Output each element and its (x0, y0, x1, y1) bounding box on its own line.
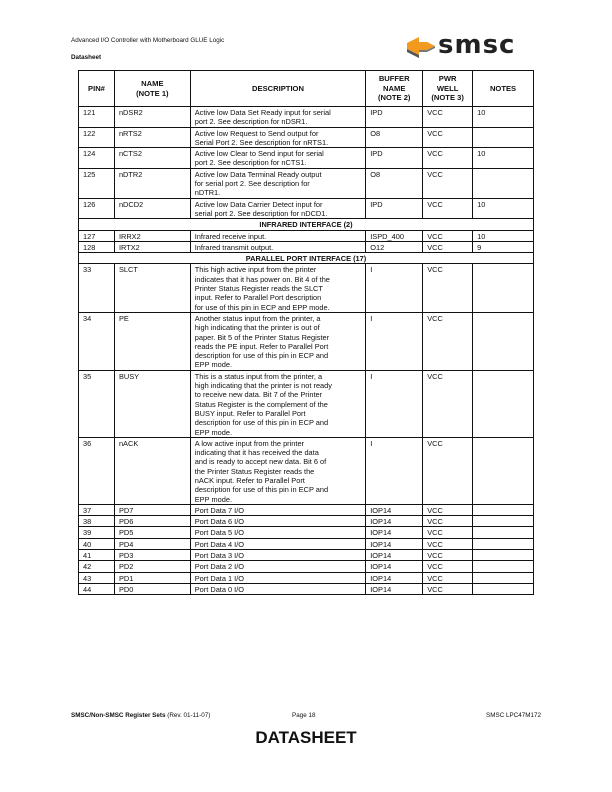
name-cell: SLCT (114, 264, 190, 312)
power-well-cell: VCC (423, 312, 473, 370)
description-cell: Active low Data Terminal Ready output for serial port 2. See description for nDTR1. (190, 168, 366, 198)
logo-text: smsc (438, 30, 516, 60)
buffer-cell: IOP14 (366, 561, 423, 572)
power-well-cell: VCC (423, 583, 473, 594)
notes-cell (473, 370, 534, 437)
table-row (79, 264, 534, 312)
notes-cell: 10 (473, 107, 534, 128)
pin-cell: 121 (79, 107, 115, 128)
name-cell: nCTS2 (114, 148, 190, 169)
notes-cell (473, 561, 534, 572)
description-cell: Infrared receive input. (190, 230, 366, 241)
table-row (79, 198, 534, 219)
col-header: NOTES (473, 71, 534, 107)
buffer-cell: O12 (366, 241, 423, 252)
table-row (79, 437, 534, 504)
power-well-cell: VCC (423, 107, 473, 128)
col-header: PWR WELL (NOTE 3) (423, 71, 473, 107)
notes-cell (473, 538, 534, 549)
power-well-cell: VCC (423, 241, 473, 252)
power-well-cell: VCC (423, 168, 473, 198)
name-cell: BUSY (114, 370, 190, 437)
table-row (79, 148, 534, 169)
pin-cell: 38 (79, 516, 115, 527)
notes-cell: 10 (473, 230, 534, 241)
power-well-cell: VCC (423, 437, 473, 504)
buffer-cell: IPD (366, 107, 423, 128)
name-cell: PD1 (114, 572, 190, 583)
datasheet-banner: DATASHEET (255, 728, 357, 747)
notes-cell: 10 (473, 148, 534, 169)
name-cell: PD2 (114, 561, 190, 572)
buffer-cell: IOP14 (366, 516, 423, 527)
description-cell: This high active input from the printer indicates that it has power on. Bit 4 of the Printer Status Register reads the SLCT input. Refer to Parallel Port description for use of this pin in ECP and EPP mode. (190, 264, 366, 312)
section-title: PARALLEL PORT INTERFACE (17) (79, 253, 534, 264)
buffer-cell: IOP14 (366, 583, 423, 594)
notes-cell (473, 583, 534, 594)
smsc-logo-icon (405, 33, 437, 59)
buffer-cell: IPD (366, 148, 423, 169)
description-cell: Port Data 7 I/O (190, 504, 366, 515)
table-header-row (79, 71, 534, 107)
power-well-cell: VCC (423, 527, 473, 538)
name-cell: PD7 (114, 504, 190, 515)
power-well-cell: VCC (423, 572, 473, 583)
col-header: DESCRIPTION (190, 71, 366, 107)
footer-revision: (Rev. 01-11-07) (167, 712, 211, 719)
name-cell: PD6 (114, 516, 190, 527)
pin-cell: 37 (79, 504, 115, 515)
pin-cell: 34 (79, 312, 115, 370)
notes-cell (473, 312, 534, 370)
pin-cell: 41 (79, 550, 115, 561)
col-header: BUFFER NAME (NOTE 2) (366, 71, 423, 107)
table-row (79, 561, 534, 572)
name-cell: PD3 (114, 550, 190, 561)
power-well-cell: VCC (423, 148, 473, 169)
page-number: Page 18 (292, 712, 316, 719)
table-row (79, 516, 534, 527)
description-cell: A low active input from the printer indicating that it has received the data and is ready to accept new data. Bit 6 of the Printer Status Register reads the nACK input. Refer to Parallel Port description for use of this pin in ECP and EPP mode. (190, 437, 366, 504)
power-well-cell: VCC (423, 198, 473, 219)
pin-cell: 33 (79, 264, 115, 312)
footer-left (71, 712, 210, 719)
pin-cell: 40 (79, 538, 115, 549)
buffer-cell: IPD (366, 198, 423, 219)
notes-cell (473, 504, 534, 515)
pin-cell: 126 (79, 198, 115, 219)
notes-cell (473, 127, 534, 148)
name-cell: IRTX2 (114, 241, 190, 252)
power-well-cell: VCC (423, 538, 473, 549)
power-well-cell: VCC (423, 561, 473, 572)
power-well-cell: VCC (423, 504, 473, 515)
description-cell: Port Data 5 I/O (190, 527, 366, 538)
name-cell: IRRX2 (114, 230, 190, 241)
notes-cell (473, 168, 534, 198)
table-row (79, 241, 534, 252)
power-well-cell: VCC (423, 264, 473, 312)
description-cell: Port Data 6 I/O (190, 516, 366, 527)
pin-cell: 128 (79, 241, 115, 252)
buffer-cell: IOP14 (366, 504, 423, 515)
pin-cell: 35 (79, 370, 115, 437)
buffer-cell: I (366, 264, 423, 312)
name-cell: nDSR2 (114, 107, 190, 128)
notes-cell (473, 572, 534, 583)
table-row (79, 538, 534, 549)
power-well-cell: VCC (423, 516, 473, 527)
buffer-cell: IOP14 (366, 572, 423, 583)
table-row (79, 550, 534, 561)
pin-cell: 127 (79, 230, 115, 241)
buffer-cell: I (366, 437, 423, 504)
description-cell: Port Data 4 I/O (190, 538, 366, 549)
notes-cell (473, 527, 534, 538)
buffer-cell: IOP14 (366, 527, 423, 538)
pin-description-table (78, 70, 534, 595)
section-row (79, 219, 534, 230)
power-well-cell: VCC (423, 370, 473, 437)
notes-cell: 10 (473, 198, 534, 219)
power-well-cell: VCC (423, 230, 473, 241)
section-title: INFRARED INTERFACE (2) (79, 219, 534, 230)
name-cell: nRTS2 (114, 127, 190, 148)
name-cell: PD0 (114, 583, 190, 594)
description-cell: Port Data 1 I/O (190, 572, 366, 583)
pin-cell: 122 (79, 127, 115, 148)
name-cell: PD4 (114, 538, 190, 549)
description-cell: Another status input from the printer, a high indicating that the printer is out of paper. Bit 5 of the Printer Status Register reads the PE input. Refer to Parallel Port description for use of this pin in ECP and EPP mode. (190, 312, 366, 370)
pin-cell: 42 (79, 561, 115, 572)
notes-cell (473, 516, 534, 527)
buffer-cell: O8 (366, 168, 423, 198)
table-row (79, 168, 534, 198)
description-cell: Active low Clear to Send input for serial port 2. See description for nCTS1. (190, 148, 366, 169)
name-cell: nDCD2 (114, 198, 190, 219)
description-cell: Active low Request to Send output for Serial Port 2. See description for nRTS1. (190, 127, 366, 148)
description-cell: This is a status input from the printer, a high indicating that the printer is not ready to receive new data. Bit 7 of the Printer Status Register is the complement of the BUSY input. Refer to Parallel Port description for use of this pin in ECP and EPP mode. (190, 370, 366, 437)
table-row (79, 504, 534, 515)
notes-cell (473, 437, 534, 504)
pin-cell: 43 (79, 572, 115, 583)
document-title: Advanced I/O Controller with Motherboard GLUE Logic (71, 37, 225, 44)
footer-section: SMSC/Non-SMSC Register Sets (71, 712, 166, 719)
buffer-cell: IOP14 (366, 550, 423, 561)
table-row (79, 370, 534, 437)
notes-cell (473, 264, 534, 312)
pin-cell: 39 (79, 527, 115, 538)
buffer-cell: IOP14 (366, 538, 423, 549)
table-row (79, 527, 534, 538)
table-row (79, 127, 534, 148)
name-cell: nDTR2 (114, 168, 190, 198)
col-header: NAME (NOTE 1) (114, 71, 190, 107)
description-cell: Port Data 3 I/O (190, 550, 366, 561)
pin-cell: 124 (79, 148, 115, 169)
power-well-cell: VCC (423, 550, 473, 561)
power-well-cell: VCC (423, 127, 473, 148)
table-row (79, 230, 534, 241)
name-cell: PD5 (114, 527, 190, 538)
buffer-cell: ISPD_400 (366, 230, 423, 241)
name-cell: PE (114, 312, 190, 370)
table-row (79, 572, 534, 583)
notes-cell (473, 550, 534, 561)
description-cell: Infrared transmit output. (190, 241, 366, 252)
document-subtitle: Datasheet (71, 54, 102, 61)
buffer-cell: O8 (366, 127, 423, 148)
pin-cell: 44 (79, 583, 115, 594)
part-number: SMSC LPC47M172 (486, 712, 541, 719)
pin-cell: 36 (79, 437, 115, 504)
description-cell: Active low Data Set Ready input for serial port 2. See description for nDSR1. (190, 107, 366, 128)
buffer-cell: I (366, 370, 423, 437)
col-header: PIN# (79, 71, 115, 107)
description-cell: Active low Data Carrier Detect input for serial port 2. See description for nDCD1. (190, 198, 366, 219)
description-cell: Port Data 0 I/O (190, 583, 366, 594)
name-cell: nACK (114, 437, 190, 504)
pin-cell: 125 (79, 168, 115, 198)
description-cell: Port Data 2 I/O (190, 561, 366, 572)
table-row (79, 583, 534, 594)
table-row (79, 107, 534, 128)
smsc-logo (405, 30, 540, 61)
section-row (79, 253, 534, 264)
table-row (79, 312, 534, 370)
buffer-cell: I (366, 312, 423, 370)
notes-cell: 9 (473, 241, 534, 252)
